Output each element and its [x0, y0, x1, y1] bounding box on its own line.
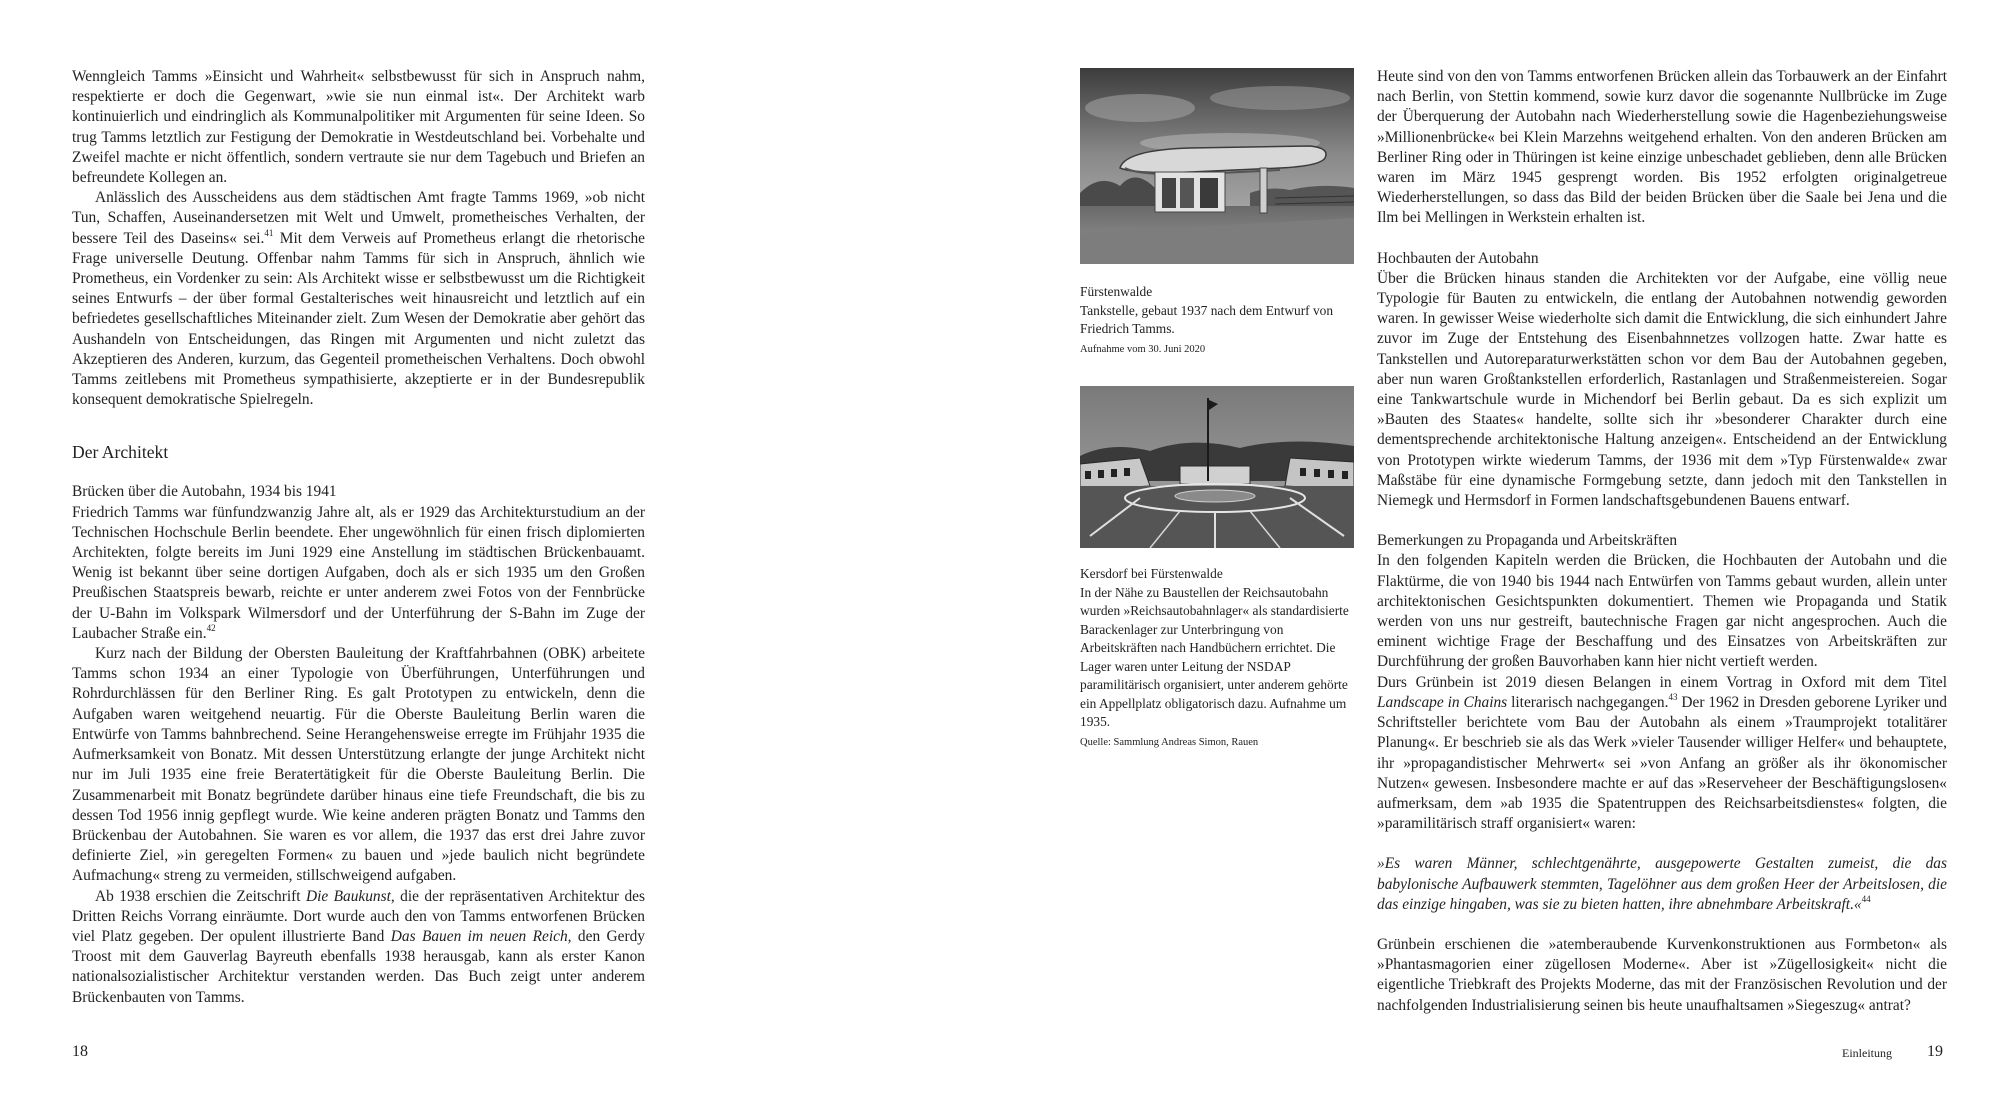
italic-title: Das Bauen im neuen Reich, [390, 927, 572, 945]
page-number-left: 18 [72, 1043, 88, 1060]
section-heading: Der Architekt [72, 442, 169, 463]
caption-title: Fürstenwalde [1080, 284, 1153, 299]
paragraph: Grünbein erschienen die »atemberaubende Kurvenkonstruktionen aus Formbeton« als »Phantasmagorien einer zügellosen Moderne«. Aber ist »Zügellosigkeit« nicht die eigentliche Triebkraft des Projekts Moderne, das mit der Französischen Revolution und der nachfolgenden Industrialisierung seinen bis heute unaufhaltsamen »Siegeszug« antrat? [1377, 935, 1947, 1014]
caption-source: Aufnahme vom 30. Juni 2020 [1080, 343, 1206, 355]
text-run: Ab 1938 erschien die Zeitschrift [95, 887, 306, 905]
footnote-ref: 42 [206, 622, 216, 633]
footnote-ref: 41 [264, 227, 274, 238]
paragraph: Über die Brücken hinaus standen die Architekten vor der Aufgabe, eine völlig neue Typologie für Bauten zu entwickeln, die entlang der Autobahnen notwendig geworden waren. In gewisser Weise wiederholte sich damit die Entwicklung, die sich einhundert Jahre zuvor im Zuge der Entstehung des Eisenbahnnetzes vollzogen hatte. Zwar hatte es Tankstellen und Autoreparaturwerkstätten schon vor dem Bau der Autobahnen gegeben, aber nun waren Großtankstellen erforderlich, Rastanlagen und Straßenmeistereien. Sogar eine Tankwartschule wurde in Michendorf bei Berlin gebaut. Da es sich explizit um »Bauten des Staates« handelte, sollte sich ihr »besonderer Charakter durch eine dementsprechende architektonische Haltung anzeigen«. Entscheidend an der Entwicklung von Prototypen wirkte wiederum Tamms, der 1936 mit dem »Typ Fürstenwalde« zwar Maßstäbe für eine dynamische Formgebung setzte, dann jedoch mit den Tankstellen in Niemegk und Hermsdorf in Formen landschaftsgebundenen Bauens entwarf. [1377, 269, 1947, 510]
left-page-text [72, 67, 645, 1008]
text-run: , die der repräsentativen Architektur des Dritten Reichs Vorrang einräumte. Dort wurde auch den von Tamms entworfenen Brücken viel Platz gegeben. Der opulent illustrierte Band [72, 887, 645, 945]
quote-text: »Es waren Männer, schlechtgenährte, ausgepowerte Gestalten zumeist, die das babylonische Aufbauwerk stemmten, Tagelöhner aus dem großen Heer der Arbeitslosen, die das einzige hingaben, was sie zu bieten hatten, ihre abnehmbare Arbeitskraft.« [1377, 855, 1947, 913]
paragraph: Wenngleich Tamms »Einsicht und Wahrheit« selbstbewusst für sich in Anspruch nahm, respektierte er doch die Gegenwart, »wie sie nun einmal ist«. Der Architekt warb kontinuierlich und eindringlich als Kommunalpolitiker mit Argumenten für seine Ideen. So trug Tamms letztlich zur Festigung der Demokratie in Westdeutschland bei. Vorbehalte und Zweifel machte er nicht öffentlich, sondern vertraute sie nur dem Tagebuch und Briefen an befreundete Kollegen an. [72, 68, 645, 187]
running-footer: Einleitung [1842, 1046, 1892, 1060]
page-number-right: 19 [1927, 1043, 1943, 1060]
subsection-heading: Brücken über die Autobahn, 1934 bis 1941 [72, 483, 337, 501]
caption-text: Tankstelle, gebaut 1937 nach dem Entwurf von Friedrich Tamms. [1080, 302, 1334, 336]
paragraph: In den folgenden Kapiteln werden die Brücken, die Hochbauten der Autobahn und die Flaktürme, die von 1940 bis 1944 nach Entwürfen von Tamms gebaut wurden, allein unter architektonischen Gesichtspunkten dokumentiert. Themen wie Propaganda und Statik werden von uns nur gestreift, bautechnische Fragen gar nicht angesprochen. Auch die eminent wichtige Frage der Beschaffung und des Einsatzes von Arbeitskräften zur Durchführung der großen Bauvorhaben kann hier nicht vertieft werden. [1377, 552, 1947, 671]
paragraph [72, 887, 645, 1008]
paragraph: Heute sind von den von Tamms entworfenen Brücken allein das Torbauwerk an der Einfahrt nach Berlin, von Stettin kommend, sowie kurz davor die sogenannte Nullbrücke im Zuge der Überquerung der Autobahn nach Wiederherstellung sowie die Hagenbeziehungsweise »Millionenbrücke« bei Klein Marzehns weitgehend erhalten. Von den anderen Brücken am Berliner Ring oder in Thüringen ist keine einzige unbeschadet geblieben, denn alle Brücken waren im März 1945 gesprengt worden. Bis 1952 erfolgten originalgetreue Wiederherstellungen, so dass das Bild der beiden Brücken über die Saale bei Jena und die Ilm bei Mellingen in Werkstein erhalten ist. [1377, 68, 1947, 227]
text-run: Anlässlich des Ausscheidens aus dem städtischen Amt fragte Tamms 1969, »ob nicht Tun, Schaffen, Auseinandersetzen mit Welt und Umwelt, prometheisches Verhalten, der bessere Teil des Daseins« sei. [72, 189, 645, 247]
text-run: Friedrich Tamms war fünfundzwanzig Jahre alt, als er 1929 das Architekturstudium an der Technischen Hochschule Berlin beendete. Eher ungewöhnlich für einen frisch diplomierten Architekten, folgte bereits im Juni 1929 eine Anstellung im städtischen Brückenbauamt. Wenig ist bekannt über seine dortigen Aufgaben, doch als er sich 1935 um den Großen Preußischen Staatspreis bewarb, reichte er unter anderem zwei Fotos von der Fennbrücke der U-Bahn im Volkspark Wilmersdorf und der Unterführung der S-Bahn im Zuge der Laubacher Straße ein. [72, 503, 645, 642]
text-run: Mit dem Verweis auf Prometheus erlangt die rhetorische Frage universelle Deutung. Offenbar nahm Tamms für sich in Anspruch, ähnlich wie Prometheus, ein Vordenker zu sein: Als Architekt wisse er selbstbewusst um die Richtigkeit seines Entwurfs – der über formal Gestalterisches weit hinausreicht und letztlich auf ein befriedetes gesellschaftliches Miteinander zielt. Zum Wesen der Demokratie aber gehört das Aushandeln von Entscheidungen, das Ringen mit Argumenten und nicht zuletzt das Akzeptieren des Anderen, kurzum, das Gegenteil prometheischen Verhaltens. Doch obwohl Tamms zeitlebens mit Prometheus sympathisierte, akzeptierte er in der Bundesrepublik konsequent demokratische Spielregeln. [72, 229, 646, 409]
figure-caption-1 [1080, 283, 1358, 358]
photo-labor-camp [1080, 386, 1354, 548]
footnote-ref: 44 [1861, 893, 1871, 904]
subsection-heading: Hochbauten der Autobahn [1377, 249, 1539, 267]
photo-gas-station [1080, 68, 1354, 264]
text-run: literarisch nachgegangen. [1507, 693, 1669, 711]
footnote-ref: 43 [1668, 691, 1678, 702]
caption-source: Quelle: Sammlung Andreas Simon, Rauen [1080, 736, 1259, 748]
italic-title: Die Baukunst [305, 887, 391, 905]
text-run: den Gerdy Troost mit dem Gauverlag Bayreuth ebenfalls 1938 herausgab, kann als erster Kanon nationalsozialistischer Architektur verstanden werden. Das Buch zeigt unter anderem Brückenbauten von Tamms. [72, 927, 646, 1006]
figure-caption-2 [1080, 565, 1358, 751]
italic-title: Landscape in Chains [1377, 693, 1508, 711]
paragraph [72, 188, 645, 410]
block-quote [1377, 854, 1947, 915]
right-page-text [1377, 67, 1947, 1016]
paragraph: Kurz nach der Bildung der Obersten Bauleitung der Kraftfahrbahnen (OBK) arbeitete Tamms schon 1934 an einer Typologie von Überführungen, Unterführungen und Rohrdurchlässen für den Berliner Ring. Es galt Prototypen zu entwickeln, denn die Aufgaben waren weitgehend neuartig. Für die Oberste Bauleitung Berlin waren die Entwürfe von Tamms bahnbrechend. Seine Herangehensweise erregte im Frühjahr 1935 die Aufmerksamkeit von Bonatz. Mit dessen Unterstützung erlangte der junge Architekt nicht nur im Juli 1935 eine freie Beratertätigkeit für die Oberste Bauleitung Berlin. Die Zusammenarbeit mit Bonatz begründete darüber hinaus eine tiefe Freundschaft, die bis zu dessen Tod 1956 innig gepflegt wurde. Wie keine anderen prägten Bonatz und Tamms den Brückenbau der Autobahnen. Sie waren es vor allem, die 1937 das erst drei Jahre zuvor definierte Ziel, »in geregelten Formen« zu bauen und »jede baulich nicht begründete Aufmachung« streng zu vermeiden, stillschweigend aufgaben. [72, 645, 645, 885]
subsection-heading: Bemerkungen zu Propaganda und Arbeitskräften [1377, 532, 1678, 550]
caption-text: In der Nähe zu Baustellen der Reichsautobahn wurden »Reichsautobahnlager« als standardisierte Barackenlager zur Unterbringung von Arbeitskräften nach Handbüchern errichtet. Die Lager waren unter Leitung der NSDAP paramilitärisch organisiert, unter anderem gehörte ein Appellplatz obligatorisch dazu. Aufnahme um 1935. [1080, 584, 1349, 729]
text-run: Durs Grünbein ist 2019 diesen Belangen in einem Vortrag in Oxford mit dem Titel [1377, 673, 1947, 691]
text-run: Der 1962 in Dresden geborene Lyriker und Schriftsteller berichtete vom Bau der Autobahn als einem »Traumprojekt totalitärer Planung«. Er beschrieb sie als das Werk »vieler Tausender williger Helfer« und behauptete, ihr »propagandistischer Mehrwert« sei »von Anfang an größer als ihr ökonomischer Nutzen« gewesen. Insbesondere machte er auf das »Reserveheer der Beschäftigungslosen« aufmerksam, dem »ab 1935 die Spatentruppen des Reichsarbeitsdienstes« folgten, die »paramilitärisch straff organisiert« waren: [1377, 693, 1947, 833]
paragraph [1377, 673, 1947, 835]
caption-title: Kersdorf bei Fürstenwalde [1080, 566, 1223, 581]
paragraph [72, 503, 645, 644]
